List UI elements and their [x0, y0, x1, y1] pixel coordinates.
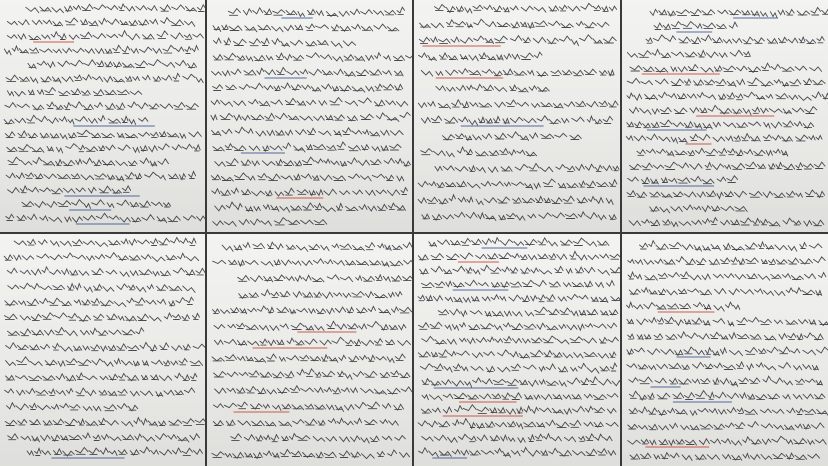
handwriting-line	[418, 100, 618, 109]
handwriting-line	[28, 60, 197, 69]
handwriting-line	[213, 402, 403, 411]
handwriting-line	[7, 88, 141, 97]
handwriting-scribbles	[0, 234, 205, 466]
handwriting-line	[7, 18, 195, 27]
handwriting-line	[422, 377, 620, 387]
handwritten-page-1	[0, 0, 205, 232]
handwriting-line	[7, 144, 200, 153]
handwriting-line	[628, 436, 827, 445]
handwriting-line	[14, 238, 196, 247]
handwriting-line	[4, 253, 198, 262]
handwriting-line	[26, 4, 205, 13]
handwriting-line	[419, 322, 617, 330]
handwriting-line	[7, 403, 138, 411]
handwriting-scribbles	[414, 0, 620, 232]
handwriting-line	[422, 393, 618, 401]
handwriting-line	[627, 362, 819, 370]
handwriting-line	[212, 68, 404, 77]
handwriting-lines	[207, 0, 412, 232]
handwriting-line	[419, 52, 543, 61]
handwriting-line	[429, 238, 609, 247]
handwriting-line	[6, 73, 203, 83]
handwriting-line	[629, 105, 816, 115]
handwriting-line	[211, 112, 410, 121]
handwriting-line	[213, 83, 403, 92]
handwriting-line	[438, 307, 618, 316]
handwriting-line	[418, 294, 620, 302]
handwriting-line	[212, 127, 403, 136]
handwriting-line	[238, 275, 412, 282]
handwriting-line	[215, 202, 406, 212]
handwriting-line	[436, 84, 549, 92]
handwriting-line	[215, 157, 411, 166]
handwriting-line	[7, 267, 205, 277]
handwriting-line	[435, 3, 617, 13]
handwriting-line	[231, 434, 406, 444]
handwriting-line	[4, 115, 148, 124]
handwriting-line	[629, 391, 825, 400]
handwriting-line	[626, 134, 822, 144]
handwriting-line	[627, 92, 828, 100]
handwriting-scribbles	[207, 234, 412, 466]
handwriting-line	[22, 200, 171, 209]
handwriting-line	[5, 297, 194, 306]
handwriting-line	[646, 35, 824, 44]
handwriting-line	[27, 447, 202, 456]
handwriting-line	[8, 328, 144, 336]
handwriting-line	[629, 407, 828, 416]
handwriting-line	[213, 24, 399, 32]
handwriting-line	[8, 283, 195, 292]
handwriting-line	[8, 186, 131, 194]
handwriting-line	[627, 317, 828, 327]
handwriting-lines	[414, 234, 620, 466]
handwriting-line	[211, 98, 408, 107]
handwritten-page-2	[207, 0, 412, 232]
handwriting-scribbles	[622, 0, 828, 232]
handwriting-line	[418, 350, 616, 358]
handwriting-line	[628, 272, 826, 280]
handwritten-page-7	[414, 234, 620, 466]
handwriting-line	[214, 369, 410, 380]
handwriting-line	[6, 357, 203, 367]
handwriting-line	[443, 132, 582, 141]
handwriting-line	[630, 453, 820, 461]
handwriting-scribbles	[414, 234, 620, 466]
handwriting-lines	[622, 0, 828, 232]
handwriting-scribbles	[622, 234, 828, 466]
handwriting-line	[627, 120, 814, 129]
handwriting-line	[418, 419, 618, 429]
handwriting-line	[6, 373, 197, 381]
handwriting-line	[6, 171, 196, 181]
handwriting-line	[420, 19, 609, 28]
handwriting-lines	[207, 234, 412, 466]
handwriting-scribbles	[207, 0, 412, 232]
handwriting-line	[421, 280, 614, 287]
handwriting-line	[7, 31, 203, 40]
handwriting-line	[222, 242, 412, 251]
handwriting-line	[640, 241, 822, 252]
handwriting-line	[628, 332, 824, 340]
handwriting-line	[6, 213, 205, 222]
handwriting-line	[212, 354, 405, 363]
handwriting-line	[627, 50, 750, 58]
handwriting-line	[628, 176, 738, 184]
handwriting-line	[418, 179, 617, 189]
handwriting-scribbles	[0, 0, 205, 232]
handwriting-line	[627, 190, 825, 198]
handwriting-line	[8, 157, 168, 166]
handwriting-line	[421, 116, 612, 125]
handwriting-line	[628, 422, 824, 430]
handwriting-lines	[0, 234, 205, 466]
handwriting-line	[627, 347, 828, 356]
handwriting-line	[422, 434, 612, 443]
handwriting-line	[8, 433, 200, 442]
handwriting-line	[418, 251, 620, 260]
handwriting-line	[650, 205, 748, 213]
handwritten-page-8	[622, 234, 828, 466]
handwriting-line	[213, 53, 412, 62]
handwriting-line	[4, 313, 199, 322]
handwritten-page-6	[207, 234, 412, 466]
handwriting-line	[228, 7, 404, 16]
handwriting-lines	[622, 234, 828, 466]
handwriting-line	[629, 288, 821, 296]
handwriting-line	[419, 35, 616, 46]
handwriting-line	[420, 265, 620, 275]
handwritten-page-3	[414, 0, 620, 232]
handwriting-line	[239, 290, 402, 299]
handwriting-line	[213, 142, 401, 152]
handwriting-line	[421, 147, 537, 157]
handwriting-line	[419, 448, 616, 458]
handwriting-line	[214, 321, 406, 330]
handwriting-line	[418, 195, 613, 205]
handwriting-line	[4, 45, 198, 55]
handwriting-line	[627, 302, 740, 311]
handwriting-line	[629, 218, 824, 227]
handwriting-line	[213, 418, 398, 426]
handwriting-lines	[0, 0, 205, 232]
handwriting-line	[211, 173, 404, 181]
handwriting-line	[422, 212, 616, 221]
handwriting-line	[5, 418, 205, 427]
handwriting-line	[5, 388, 195, 397]
handwriting-line	[421, 69, 614, 77]
handwriting-line	[637, 148, 788, 156]
handwriting-line	[214, 337, 410, 345]
handwriting-line	[213, 306, 412, 315]
handwritten-page-5	[0, 234, 205, 466]
handwriting-line	[629, 376, 823, 386]
handwriting-line	[420, 363, 616, 373]
handwriting-line	[630, 162, 826, 170]
handwriting-line	[654, 21, 737, 29]
handwriting-line	[627, 78, 825, 87]
handwriting-line	[628, 257, 825, 265]
handwriting-line	[213, 38, 355, 48]
handwriting-line	[435, 164, 619, 173]
handwriting-line	[421, 405, 616, 415]
handwriting-line	[5, 102, 199, 110]
handwritten-page-4	[622, 0, 828, 232]
handwriting-line	[215, 386, 412, 395]
handwriting-lines	[414, 0, 620, 232]
handwriting-line	[6, 343, 205, 352]
handwriting-line	[213, 218, 327, 227]
handwriting-line	[630, 63, 822, 72]
handwriting-line	[212, 450, 410, 459]
handwriting-line	[5, 130, 201, 139]
handwriting-line	[213, 259, 412, 267]
handwriting-line	[212, 188, 408, 197]
handwriting-line	[650, 8, 828, 18]
handwriting-line	[422, 336, 619, 344]
